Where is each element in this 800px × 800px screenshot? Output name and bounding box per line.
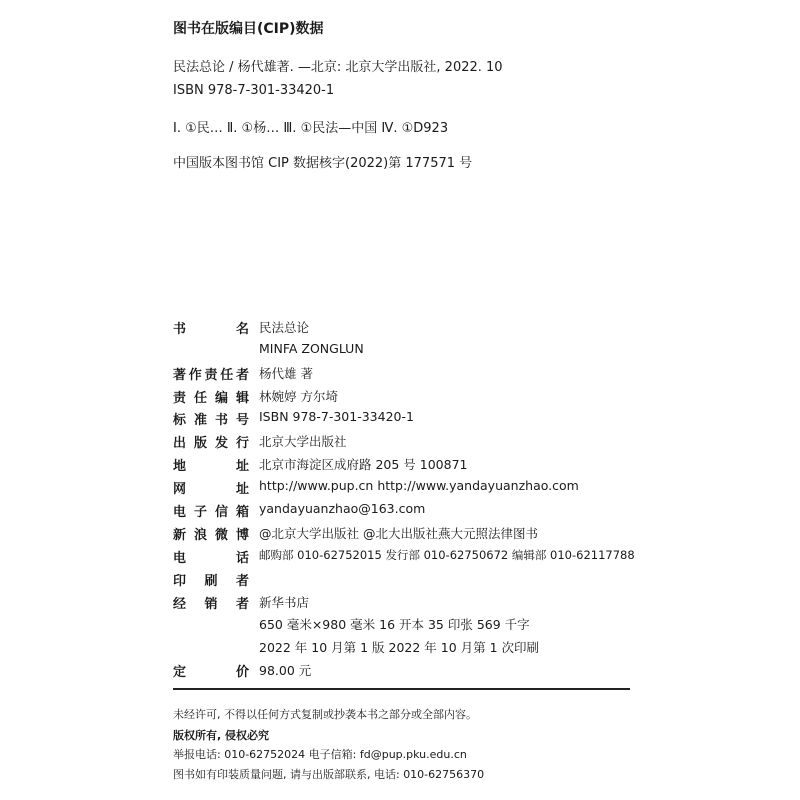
printer-label: 印 刷 者 (173, 574, 249, 589)
price-value: 98.00 元 (259, 663, 312, 678)
price-label: 定 价 (173, 665, 249, 680)
author-value: 杨代雄 著 (259, 366, 313, 381)
cip-line-3: I. ①民… Ⅱ. ①杨… Ⅲ. ①民法—中国 Ⅳ. ①D923 (173, 121, 449, 136)
cip-line-4: 中国版本图书馆 CIP 数据核字(2022)第 177571 号 (173, 156, 473, 171)
website-value: http://www.pup.cn http://www.yandayuanzhao.com (259, 478, 579, 493)
email-value: yandayuanzhao@163.com (259, 501, 426, 516)
author-label: 著 作 责 任 者 (173, 368, 249, 383)
address-label: 地 址 (173, 459, 249, 474)
cip-line-2: ISBN 978-7-301-33420-1 (173, 83, 335, 98)
weibo-label: 新 浪 微 博 (173, 528, 249, 543)
title-label: 书 名 (173, 322, 249, 337)
footer-rights-reserved: 版权所有, 侵权必究 (173, 729, 270, 742)
publisher-value: 北京大学出版社 (259, 434, 347, 449)
distributor-value: 新华书店 (259, 595, 310, 610)
website-label: 网 址 (173, 482, 249, 497)
publisher-label: 出 版 发 行 (173, 436, 249, 451)
address-value: 北京市海淀区成府路 205 号 100871 (259, 457, 468, 472)
isbn-value: ISBN 978-7-301-33420-1 (259, 409, 414, 424)
phone-value: 邮购部 010-62752015 发行部 010-62750672 编辑部 010-62117788 (259, 548, 635, 562)
spec-value: 650 毫米×980 毫米 16 开本 35 印张 569 千字 (259, 617, 530, 632)
title-value: 民法总论 (259, 320, 310, 335)
title-pinyin: MINFA ZONGLUN (259, 341, 364, 356)
footer-report-contact: 举报电话: 010-62752024 电子信箱: fd@pup.pku.edu.cn (173, 748, 467, 761)
cip-title: 图书在版编目(CIP)数据 (173, 21, 324, 37)
distributor-label: 经 销 者 (173, 597, 249, 612)
editor-label: 责 任 编 辑 (173, 391, 249, 406)
phone-label: 电 话 (173, 551, 249, 566)
footer-quality-contact: 图书如有印装质量问题, 请与出版部联系, 电话: 010-62756370 (173, 768, 485, 781)
weibo-value: @北京大学出版社 @北大出版社燕大元照法律图书 (259, 526, 538, 541)
isbn-label: 标 准 书 号 (173, 413, 249, 428)
cip-line-1: 民法总论 / 杨代雄著. —北京: 北京大学出版社, 2022. 10 (173, 60, 503, 75)
email-label: 电 子 信 箱 (173, 505, 249, 520)
edition-value: 2022 年 10 月第 1 版 2022 年 10 月第 1 次印刷 (259, 640, 540, 655)
editor-value: 林婉婷 方尔埼 (259, 389, 338, 404)
divider-rule (173, 688, 630, 690)
footer-copyright-notice: 未经许可, 不得以任何方式复制或抄袭本书之部分或全部内容。 (173, 708, 477, 721)
